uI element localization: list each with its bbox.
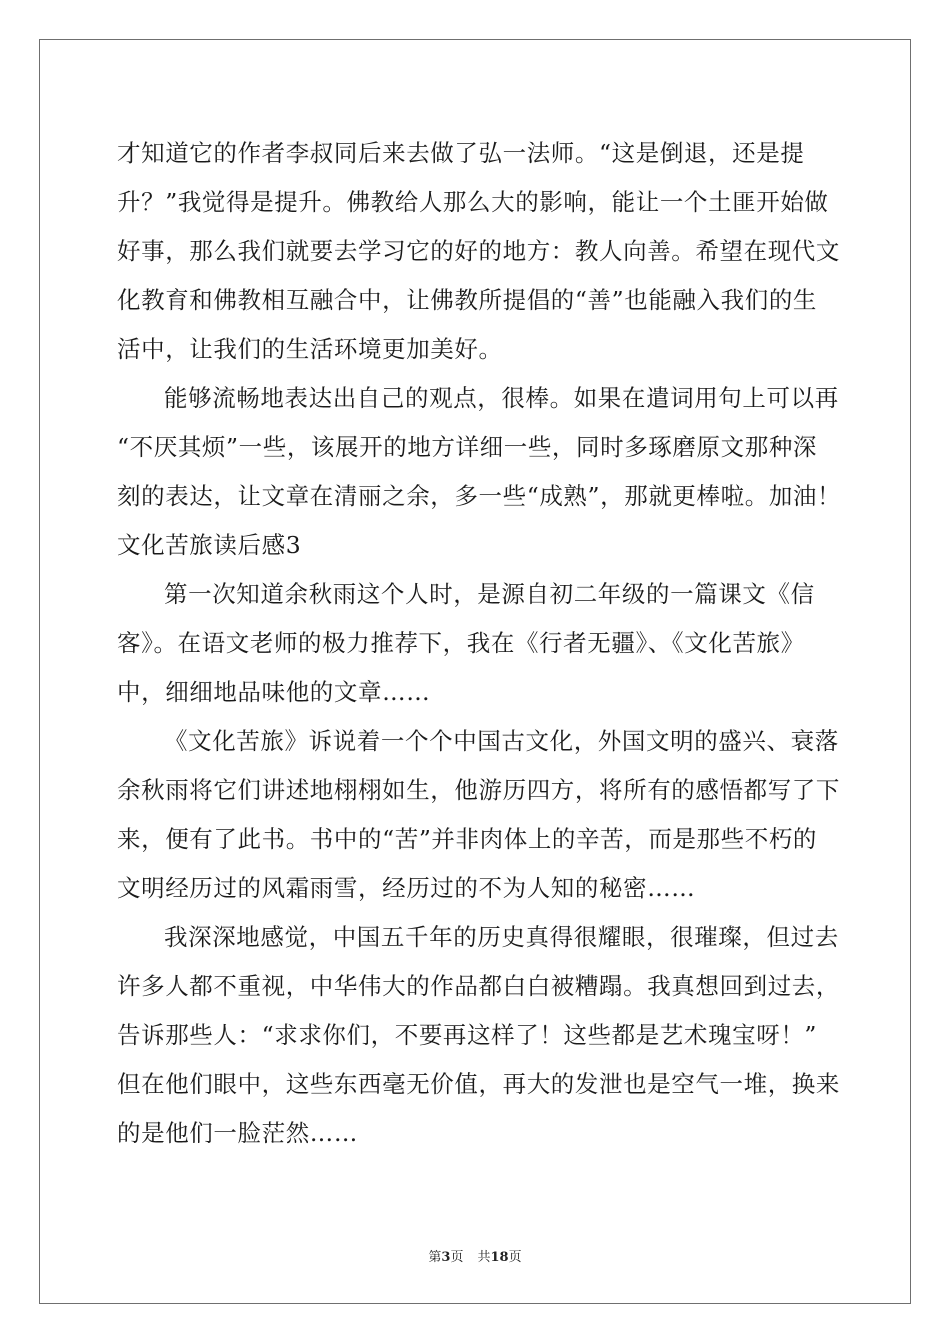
text-line: “不厌其烦”一些，该展开的地方详细一些，同时多琢磨原文那种深: [117, 433, 818, 461]
text-line: 余秋雨将它们讲述地栩栩如生，他游历四方，将所有的感悟都写了下: [117, 776, 840, 804]
section-heading: 文化苦旅读后感3: [117, 531, 302, 559]
text-line: 但在他们眼中，这些东西毫无价值，再大的发泄也是空气一堆，换来: [117, 1070, 840, 1098]
page-footer: [0, 1246, 950, 1265]
text-line: 刻的表达，让文章在清丽之余，多一些“成熟”，那就更棒啦。加油！: [117, 482, 842, 510]
page-suffix: 页: [450, 1250, 464, 1265]
text-line: 的是他们一脸茫然……: [117, 1119, 358, 1147]
page-prefix: 第: [428, 1250, 442, 1265]
total-prefix: 共: [477, 1250, 491, 1265]
page-number: 3: [441, 1250, 451, 1265]
document-body: [117, 129, 842, 1158]
total-pages: 18: [490, 1250, 509, 1265]
text-line: 好事，那么我们就要去学习它的好的地方：教人向善。希望在现代文: [117, 237, 840, 265]
text-line: 客》。在语文老师的极力推荐下，我在《行者无疆》、《文化苦旅》: [117, 629, 805, 657]
text-line: 化教育和佛教相互融合中，让佛教所提倡的“善”也能融入我们的生: [117, 286, 818, 314]
total-suffix: 页: [508, 1250, 522, 1265]
paragraph-start-line: 我深深地感觉，中国五千年的历史真得很耀眼，很璀璨，但过去: [164, 923, 839, 951]
text-line: 文明经历过的风霜雨雪，经历过的不为人知的秘密……: [117, 874, 696, 902]
text-line: 中，细细地品味他的文章……: [117, 678, 431, 706]
text-line: 升？”我觉得是提升。佛教给人那么大的影响，能让一个土匪开始做: [117, 188, 829, 216]
text-line: 来，便有了此书。书中的“苦”并非肉体上的辛苦，而是那些不朽的: [117, 825, 818, 853]
paragraph-start-line: 能够流畅地表达出自己的观点，很棒。如果在遣词用句上可以再: [164, 384, 839, 412]
text-line: 才知道它的作者李叔同后来去做了弘一法师。“这是倒退，还是提: [117, 139, 805, 167]
text-line: 活中，让我们的生活环境更加美好。: [117, 335, 503, 363]
paragraph-start-line: 第一次知道余秋雨这个人时，是源自初二年级的一篇课文《信: [164, 580, 815, 608]
text-line: 告诉那些人：“求求你们，不要再这样了！这些都是艺术瑰宝呀！”: [117, 1021, 818, 1049]
paragraph-start-line: 《文化苦旅》诉说着一个个中国古文化，外国文明的盛兴、衰落: [164, 727, 839, 755]
text-line: 许多人都不重视，中华伟大的作品都白白被糟蹋。我真想回到过去，: [117, 972, 840, 1000]
